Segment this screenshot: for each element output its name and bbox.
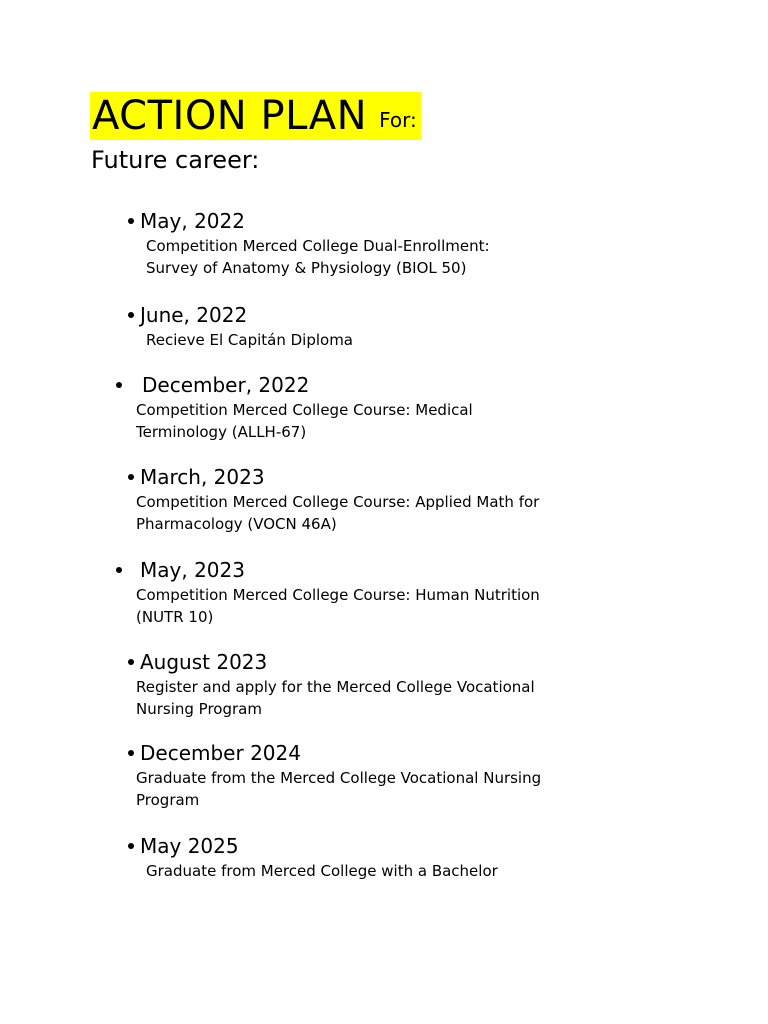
plan-item <box>128 649 688 720</box>
plan-item <box>116 557 676 628</box>
title-highlight <box>90 92 421 140</box>
plan-item <box>128 302 688 351</box>
plan-item-date-line <box>116 372 676 398</box>
plan-item-date: December, 2022 <box>142 373 310 397</box>
page-title: ACTION PLAN <box>92 93 368 139</box>
plan-item-date: May, 2023 <box>140 558 245 582</box>
plan-item-date: May, 2022 <box>140 209 245 233</box>
plan-item-description: Recieve El Capitán Diploma <box>146 331 353 349</box>
bullet-icon <box>128 218 134 224</box>
plan-item-description: Competition Merced College Course: Medical Terminology (ALLH-67) <box>136 401 473 441</box>
plan-item-description: Register and apply for the Merced College Vocational Nursing Program <box>136 678 535 718</box>
bullet-icon <box>128 312 134 318</box>
bullet-icon <box>116 567 122 573</box>
bullet-icon <box>128 474 134 480</box>
plan-item-date: August 2023 <box>140 650 268 674</box>
plan-item <box>128 208 688 279</box>
plan-item-date: May 2025 <box>140 834 239 858</box>
plan-item-description: Graduate from the Merced College Vocational Nursing Program <box>136 769 542 809</box>
plan-item <box>128 740 688 811</box>
plan-item-date-line <box>128 833 688 859</box>
plan-item-description: Graduate from Merced College with a Bachelor <box>146 862 498 880</box>
plan-item-description: Competition Merced College Course: Applied Math for Pharmacology (VOCN 46A) <box>136 493 540 533</box>
plan-item-date-line <box>128 649 688 675</box>
plan-item-date-line <box>128 464 688 490</box>
plan-item-description: Competition Merced College Dual-Enrollment: Survey of Anatomy & Physiology (BIOL 50) <box>146 237 490 277</box>
plan-item-date: December 2024 <box>140 741 301 765</box>
plan-item-date: June, 2022 <box>140 303 248 327</box>
bullet-icon <box>116 382 122 388</box>
plan-item-date: March, 2023 <box>140 465 265 489</box>
plan-item-description: Competition Merced College Course: Human Nutrition (NUTR 10) <box>136 586 540 626</box>
plan-item-date-line <box>116 557 676 583</box>
plan-item-date-line <box>128 740 688 766</box>
bullet-icon <box>128 659 134 665</box>
plan-item-date-line <box>128 208 688 234</box>
bullet-icon <box>128 750 134 756</box>
plan-item <box>128 833 688 882</box>
plan-item <box>128 464 688 535</box>
title-suffix: For: <box>379 108 417 132</box>
plan-item-date-line <box>128 302 688 328</box>
bullet-icon <box>128 843 134 849</box>
plan-item <box>116 372 676 443</box>
page-subtitle: Future career: <box>91 146 260 174</box>
